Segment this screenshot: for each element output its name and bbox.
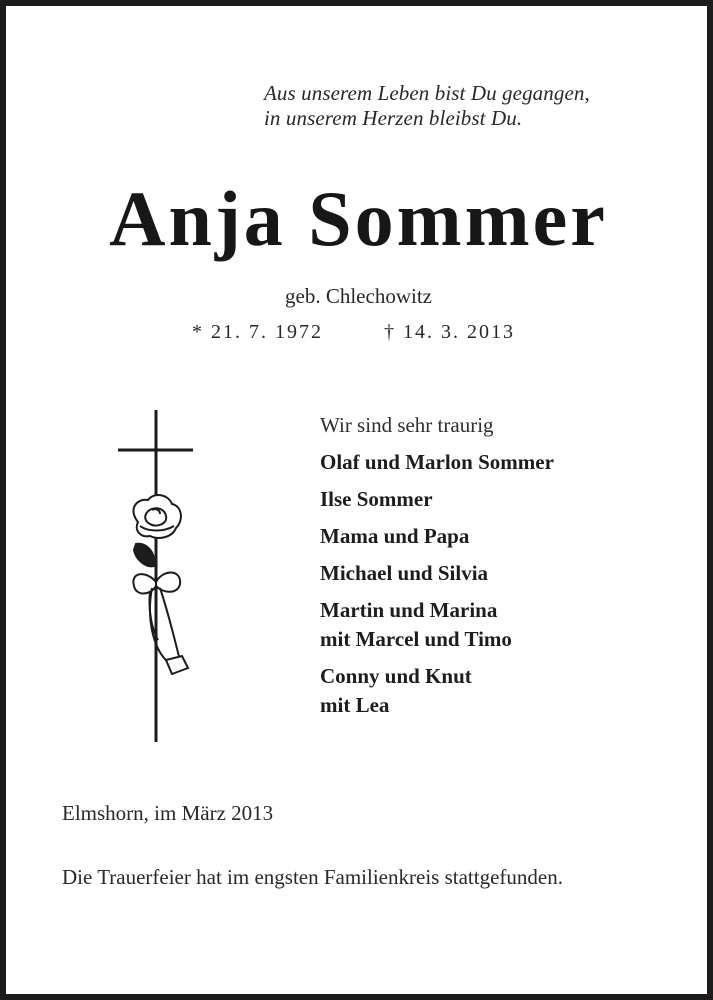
birth-date: 21. 7. 1972: [211, 321, 323, 343]
mourner-group: [320, 596, 650, 654]
mourner-group: [320, 522, 650, 551]
mourner-line: Martin und Marina: [320, 598, 498, 622]
mourners-list: [320, 411, 650, 728]
birth-name: geb. Chlechowitz: [285, 284, 432, 308]
death-date: 14. 3. 2013: [403, 321, 515, 343]
obituary-notice: [6, 6, 707, 994]
motto-line-1: Aus unserem Leben bist Du gegangen,: [264, 81, 590, 105]
mourners-intro: Wir sind sehr traurig: [320, 413, 494, 437]
mourner-group: [320, 448, 650, 477]
motto-quote: [264, 81, 590, 131]
mourner-line: mit Marcel und Timo: [320, 627, 512, 651]
cross-with-rose-icon: [110, 410, 200, 746]
mourner-group: [320, 559, 650, 588]
mourner-group: [320, 662, 650, 720]
place-and-date: Elmshorn, im März 2013: [62, 801, 274, 825]
life-dates: [192, 321, 515, 344]
mourner-line: Michael und Silvia: [320, 561, 489, 585]
funeral-note: Die Trauerfeier hat im engsten Familienkreis stattgefunden.: [62, 865, 563, 889]
deceased-name: Anja Sommer: [109, 175, 608, 262]
mourner-line: Ilse Sommer: [320, 487, 433, 511]
mourner-line: Conny und Knut: [320, 664, 472, 688]
mourner-line: Mama und Papa: [320, 524, 470, 548]
motto-line-2: in unserem Herzen bleibst Du.: [264, 106, 523, 130]
mourner-line: Olaf und Marlon Sommer: [320, 450, 554, 474]
mourner-group: [320, 485, 650, 514]
mourner-line: mit Lea: [320, 693, 390, 717]
birth-star-icon: *: [192, 321, 204, 343]
death-cross-icon: †: [384, 321, 396, 343]
